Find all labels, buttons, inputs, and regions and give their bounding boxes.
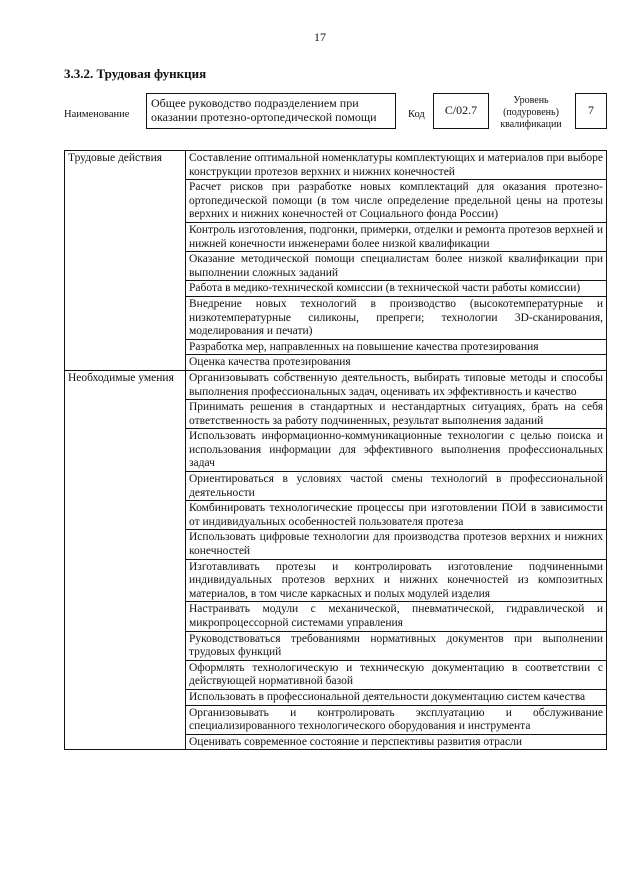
item-cell: Использовать информационно-коммуникационные технологии с целью поиска и использования информации для эффективного выполнения профессиональных задач (186, 429, 607, 472)
item-cell: Оказание методической помощи специалистам более низкой квалификации при выполнении сложных заданий (186, 252, 607, 281)
item-cell: Изготавливать протезы и контролировать изготовление подчиненными индивидуальных протезов верхних и нижних конечностей из композитных материалов, в том числе каркасных и полых модулей изделия (186, 559, 607, 602)
code-label: Код (408, 109, 425, 120)
item-cell: Работа в медико-технической комиссии (в технической части работы комиссии) (186, 281, 607, 297)
item-cell: Внедрение новых технологий в производство (высокотемпературные и низкотемпературные силиконы, препреги; технологии 3D-сканирования, моделирования и печати) (186, 296, 607, 339)
item-cell: Ориентироваться в условиях частой смены технологий в профессиональной деятельности (186, 472, 607, 501)
code-value-box: С/02.7 (433, 93, 489, 129)
item-cell: Использовать цифровые технологии для производства протезов верхних и нижних конечностей (186, 530, 607, 559)
item-cell: Контроль изготовления, подгонки, примерки, отделки и ремонта протезов верхней и нижней конечности инженерами более низкой квалификации (186, 222, 607, 251)
category-cell: Трудовые действия (65, 151, 186, 371)
page-number: 17 (314, 30, 326, 44)
qualification-level-box: 7 (575, 93, 607, 129)
qualification-level-label: Уровень (подуровень) квалификации (500, 95, 562, 130)
item-cell: Организовывать собственную деятельность, выбирать типовые методы и способы выполнения профессиональных задач, оценивать их эффективность и качество (186, 370, 607, 399)
item-cell: Расчет рисков при разработке новых комплектаций для оказания протезно-ортопедической помощи (в том числе определение предельной цены на протезы верхних и нижних конечностей от Социального фонда России) (186, 180, 607, 223)
section-title: 3.3.2. Трудовая функция (64, 66, 207, 81)
item-cell: Настраивать модули с механической, пневматической, гидравлической и микропроцессорной системами управления (186, 602, 607, 631)
item-cell: Составление оптимальной номенклатуры комплектующих и материалов при выборе конструкции протезов верхних и нижних конечностей (186, 151, 607, 180)
function-name-box: Общее руководство подразделением при оказании протезно-ортопедической помощи (146, 93, 396, 129)
item-cell: Руководствоваться требованиями нормативных документов при выполнении трудовых функций (186, 631, 607, 660)
item-cell: Оценка качества протезирования (186, 355, 607, 371)
name-label: Наименование (64, 109, 130, 120)
table-body (65, 151, 607, 750)
table-row (65, 151, 607, 180)
item-cell: Организовывать и контролировать эксплуатацию и обслуживание специализированного технологического оборудования и инструмента (186, 705, 607, 734)
labor-function-table (64, 150, 607, 750)
table-row (65, 370, 607, 399)
item-cell: Принимать решения в стандартных и нестандартных ситуациях, брать на себя ответственность за работу подчиненных, результат выполнения заданий (186, 400, 607, 429)
item-cell: Оценивать современное состояние и перспективы развития отрасли (186, 734, 607, 750)
item-cell: Оформлять технологическую и техническую документацию в соответствии с действующей нормативной базой (186, 660, 607, 689)
item-cell: Комбинировать технологические процессы при изготовлении ПОИ в зависимости от индивидуальных особенностей пользователя протеза (186, 501, 607, 530)
item-cell: Разработка мер, направленных на повышение качества протезирования (186, 339, 607, 355)
item-cell: Использовать в профессиональной деятельности документацию систем качества (186, 689, 607, 705)
category-cell: Необходимые умения (65, 370, 186, 749)
